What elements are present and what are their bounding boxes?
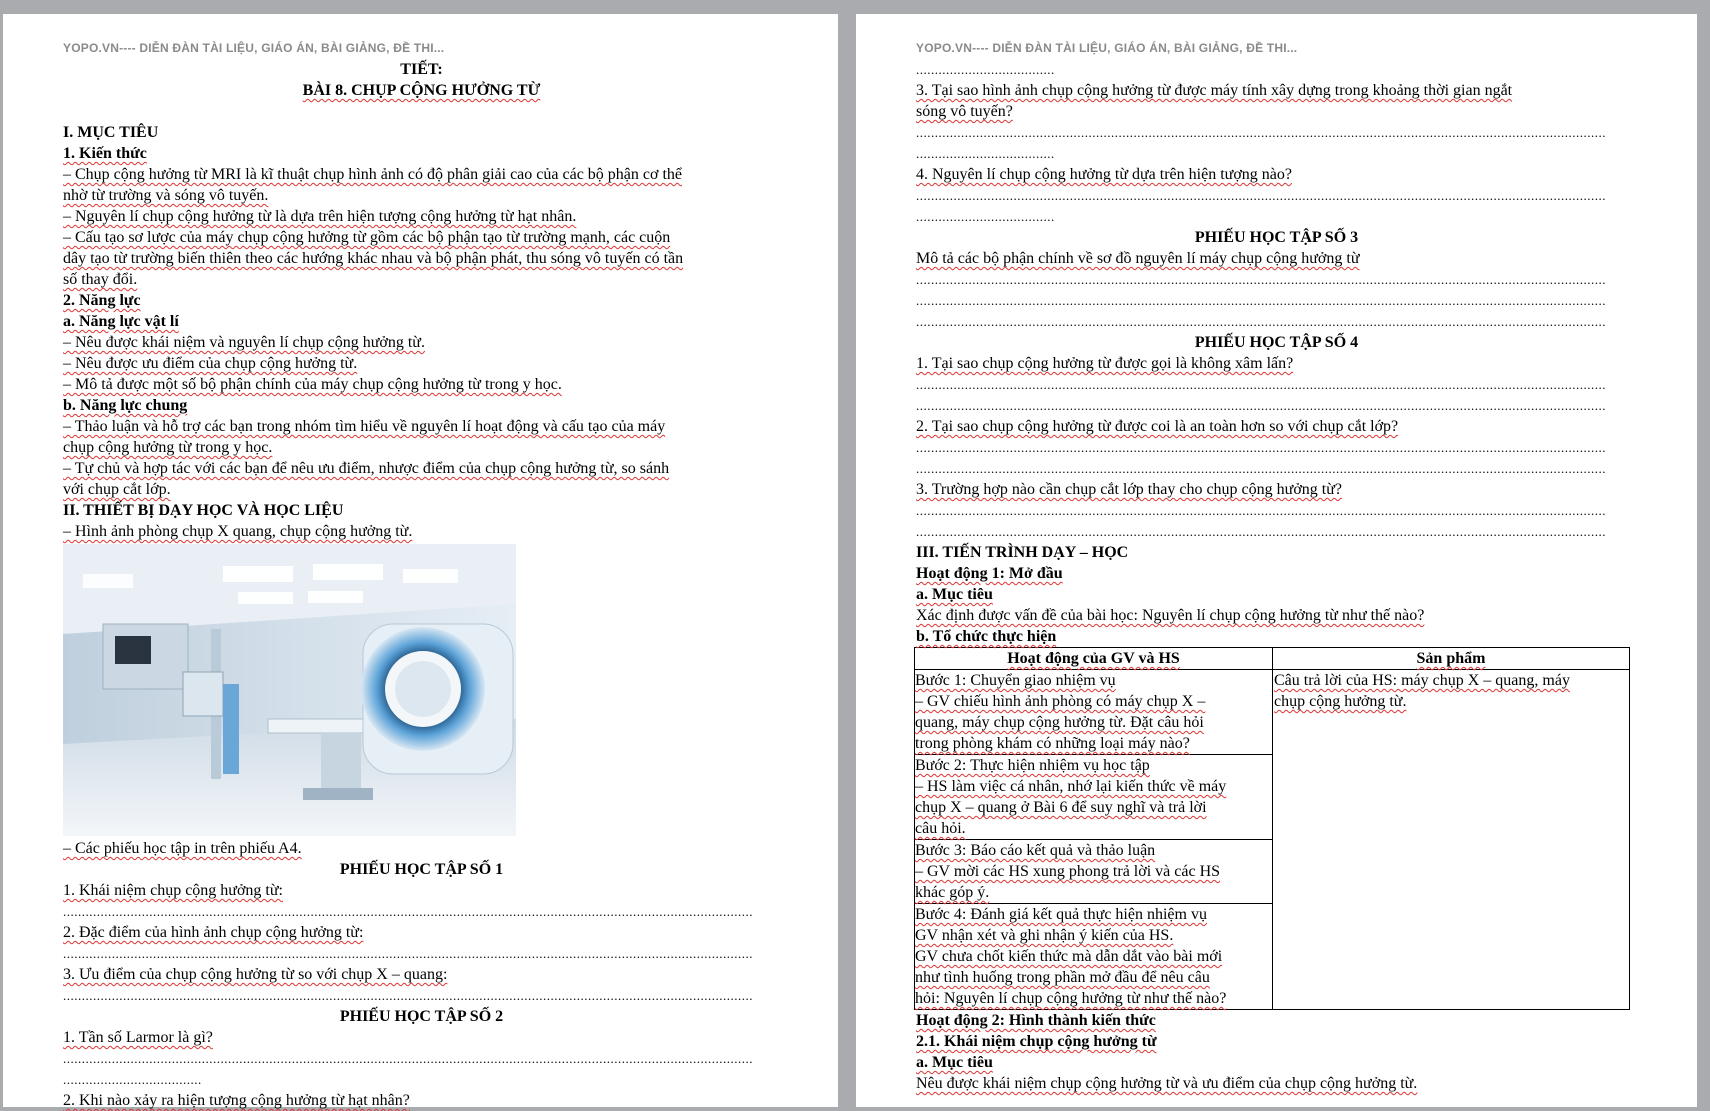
subsection-physics-competence: a. Năng lực vật lí bbox=[63, 313, 179, 330]
step-text: quang, máy chụp cộng hưởng từ. Đặt câu hỏi bbox=[915, 714, 1204, 731]
objective-heading: a. Mục tiêu bbox=[916, 586, 993, 603]
answer-dotted-line: ........................................................................................................................................................................................ bbox=[916, 272, 1606, 287]
answer-dotted-line: ........................................................................................................................................................................................ bbox=[916, 293, 1606, 308]
worksheet-question: 2. Đặc điểm của hình ảnh chụp cộng hưởng từ: bbox=[63, 924, 364, 941]
worksheet-question: 1. Khái niệm chụp cộng hưởng từ: bbox=[63, 882, 283, 899]
worksheet-question: 4. Nguyên lí chụp cộng hưởng từ dựa trên hiện tượng nào? bbox=[916, 166, 1292, 183]
text-line: chụp cộng hưởng từ trong y học. bbox=[63, 439, 273, 456]
text-line: – Cấu tạo sơ lược của máy chụp cộng hưởng từ gồm các bộ phận tạo từ trường mạnh, các cuộn bbox=[63, 229, 671, 246]
worksheet-question: 3. Trường hợp nào cần chụp cắt lớp thay cho chụp cộng hưởng từ? bbox=[916, 481, 1343, 498]
answer-dotted-line: ........................................................................................................................................................................................ bbox=[63, 904, 753, 919]
table-row bbox=[915, 840, 1272, 904]
text-line: – Thảo luận và hỗ trợ các bạn trong nhóm tìm hiểu về nguyên lí hoạt động và cấu tạo của máy bbox=[63, 418, 666, 435]
text-line: – Chụp cộng hưởng từ MRI là kĩ thuật chụp hình ảnh có độ phân giải cao của các bộ phận cơ thể bbox=[63, 166, 682, 183]
table-header-activity: Hoạt động của GV và HS bbox=[915, 648, 1273, 670]
worksheet-4-title: PHIẾU HỌC TẬP SỐ 4 bbox=[1194, 334, 1359, 351]
step-title: Bước 1: Chuyển giao nhiệm vụ bbox=[915, 672, 1116, 689]
text-line: nhờ từ trường và sóng vô tuyến. bbox=[63, 187, 269, 204]
step-text: hỏi: Nguyên lí chụp cộng hưởng từ như thế nào? bbox=[915, 990, 1227, 1007]
step-title: Bước 2: Thực hiện nhiệm vụ học tập bbox=[915, 757, 1150, 774]
product-text: Câu trả lời của HS: máy chụp X – quang, máy bbox=[1274, 672, 1570, 689]
section-teaching-process: III. TIẾN TRÌNH DẠY – HỌC bbox=[916, 544, 1129, 561]
objective-text: Xác định được vấn đề của bài học: Nguyên lí chụp cộng hưởng từ như thế nào? bbox=[916, 607, 1425, 624]
worksheet-question: 1. Tần số Larmor là gì? bbox=[63, 1029, 213, 1046]
answer-dotted-line: ........................................................................................................................................................................................ bbox=[916, 524, 1606, 539]
text-line: – Hình ảnh phòng chụp X quang, chụp cộng hưởng từ. bbox=[63, 523, 413, 540]
table-steps-cell bbox=[915, 670, 1273, 1010]
text-line: dây tạo từ trường biến thiên theo các hướng khác nhau và bộ phận phát, thu sóng vô tuyến có tần bbox=[63, 250, 684, 267]
step-text: trong phòng khám có những loại máy nào? bbox=[915, 735, 1190, 752]
subsection-2-1: 2.1. Khái niệm chụp cộng hưởng từ bbox=[916, 1033, 1157, 1050]
subsection-general-competence: b. Năng lực chung bbox=[63, 397, 188, 414]
worksheet-question: 1. Tại sao chụp cộng hưởng từ được gọi là không xâm lấn? bbox=[916, 355, 1294, 372]
activity-1-title: Hoạt động 1: Mở đầu bbox=[916, 565, 1063, 582]
table-row bbox=[915, 670, 1272, 755]
physics-competence-list bbox=[63, 332, 780, 395]
text-line: – Mô tả được một số bộ phận chính của máy chụp cộng hưởng từ trong y học. bbox=[63, 376, 562, 393]
answer-dotted-line: ........................................................................................................................................................................................ bbox=[916, 125, 1606, 140]
step-text: khác góp ý. bbox=[915, 884, 990, 901]
table-product-cell bbox=[1273, 670, 1630, 1010]
organization-heading: b. Tổ chức thực hiện bbox=[916, 628, 1057, 645]
step-text: – HS làm việc cá nhân, nhớ lại kiến thức về máy bbox=[915, 778, 1227, 795]
answer-dotted-line: ........................................................................................................................................................................................ bbox=[916, 188, 1606, 203]
subsection-competence: 2. Năng lực bbox=[63, 292, 141, 309]
activity-2-title: Hoạt động 2: Hình thành kiến thức bbox=[916, 1012, 1156, 1029]
text-line: – Nêu được ưu điểm của chụp cộng hưởng từ. bbox=[63, 355, 358, 372]
worksheet-question: 2. Tại sao chụp cộng hưởng từ được coi là an toàn hơn so với chụp cắt lớp? bbox=[916, 418, 1399, 435]
answer-dotted-line: ........................................................................................................................................................................................ bbox=[916, 461, 1606, 476]
step-text: – GV mời các HS xung phong trả lời và các HS bbox=[915, 863, 1221, 880]
mri-room-photo bbox=[63, 544, 516, 836]
page-header: YOPO.VN---- DIỄN ĐÀN TÀI LIỆU, GIÁO ÁN, BÀI GIẢNG, ĐỀ THI... bbox=[916, 41, 1298, 55]
answer-dotted-line: ..................................... bbox=[916, 146, 1055, 161]
knowledge-list bbox=[63, 164, 780, 290]
answer-dotted-line: ........................................................................................................................................................................................ bbox=[916, 503, 1606, 518]
worksheet-question: Mô tả các bộ phận chính về sơ đồ nguyên lí máy chụp cộng hưởng từ bbox=[916, 250, 1360, 267]
text-line: – Các phiếu học tập in trên phiếu A4. bbox=[63, 840, 302, 857]
lesson-title: BÀI 8. CHỤP CỘNG HƯỞNG TỪ bbox=[302, 82, 541, 99]
activity-table bbox=[914, 647, 1630, 1010]
step-title: Bước 4: Đánh giá kết quả thực hiện nhiệm vụ bbox=[915, 906, 1207, 923]
mri-room-illustration bbox=[63, 544, 516, 836]
general-competence-list bbox=[63, 416, 780, 500]
text-line: – Nêu được khái niệm và nguyên lí chụp cộng hưởng từ. bbox=[63, 334, 425, 351]
lesson-period: TIẾT: bbox=[400, 61, 443, 78]
worksheet-question: 2. Khi nào xảy ra hiện tượng cộng hưởng từ hạt nhân? bbox=[63, 1092, 410, 1109]
step-title: Bước 3: Báo cáo kết quả và thảo luận bbox=[915, 842, 1156, 859]
answer-dotted-line: ........................................................................................................................................................................................ bbox=[916, 440, 1606, 455]
text-line: với chụp cắt lớp. bbox=[63, 481, 171, 498]
text-line: số thay đổi. bbox=[63, 271, 138, 288]
product-text: chụp cộng hưởng từ. bbox=[1274, 693, 1407, 710]
worksheet-1-title: PHIẾU HỌC TẬP SỐ 1 bbox=[339, 861, 504, 878]
table-header-product: Sản phẩm bbox=[1273, 648, 1630, 670]
step-text: câu hỏi. bbox=[915, 820, 966, 837]
page-header: YOPO.VN---- DIỄN ĐÀN TÀI LIỆU, GIÁO ÁN, BÀI GIẢNG, ĐỀ THI... bbox=[63, 41, 445, 55]
answer-dotted-line: ........................................................................................................................................................................................ bbox=[63, 988, 753, 1003]
objective-heading: a. Mục tiêu bbox=[916, 1054, 993, 1071]
table-row bbox=[915, 755, 1272, 840]
text-line: – Nguyên lí chụp cộng hưởng từ là dựa trên hiện tượng cộng hưởng từ hạt nhân. bbox=[63, 208, 577, 225]
section-equipment: II. THIẾT BỊ DẠY HỌC VÀ HỌC LIỆU bbox=[63, 502, 344, 519]
answer-dotted-line: ........................................................................................................................................................................................ bbox=[63, 1051, 753, 1066]
step-text: chụp X – quang ở Bài 6 để suy nghĩ và trả lời bbox=[915, 799, 1207, 816]
worksheet-question: 3. Tại sao hình ảnh chụp cộng hưởng từ được máy tính xây dựng trong khoảng thời gian ngắt bbox=[916, 82, 1513, 99]
step-text: – GV chiếu hình ảnh phòng có máy chụp X – bbox=[915, 693, 1206, 710]
worksheet-3-title: PHIẾU HỌC TẬP SỐ 3 bbox=[1194, 229, 1359, 246]
answer-dotted-line: ..................................... bbox=[63, 1072, 202, 1087]
document-page-left bbox=[3, 14, 838, 1107]
answer-dotted-line: ..................................... bbox=[916, 62, 1055, 77]
answer-dotted-line: ........................................................................................................................................................................................ bbox=[63, 946, 753, 961]
answer-dotted-line: ........................................................................................................................................................................................ bbox=[916, 314, 1606, 329]
worksheet-question: 3. Ưu điểm của chụp cộng hưởng từ so với chụp X – quang: bbox=[63, 966, 448, 983]
step-text: như tình huống trong phần mở đầu để nêu câu bbox=[915, 969, 1210, 986]
subsection-knowledge: 1. Kiến thức bbox=[63, 145, 147, 162]
answer-dotted-line: ........................................................................................................................................................................................ bbox=[916, 398, 1606, 413]
table-row bbox=[915, 904, 1272, 1009]
step-text: GV nhận xét và ghi nhận ý kiến của HS. bbox=[915, 927, 1174, 944]
step-text: GV chưa chốt kiến thức mà dẫn dắt vào bài mới bbox=[915, 948, 1223, 965]
text-line: – Tự chủ và hợp tác với các bạn để nêu ưu điểm, nhược điểm của chụp cộng hưởng từ, so sánh bbox=[63, 460, 670, 477]
worksheet-question: sóng vô tuyến? bbox=[916, 103, 1013, 120]
answer-dotted-line: ........................................................................................................................................................................................ bbox=[916, 377, 1606, 392]
worksheet-2-title: PHIẾU HỌC TẬP SỐ 2 bbox=[339, 1008, 504, 1025]
section-objectives: I. MỤC TIÊU bbox=[63, 124, 159, 141]
objective-text: Nêu được khái niệm chụp cộng hưởng từ và ưu điểm của chụp cộng hưởng từ. bbox=[916, 1075, 1418, 1092]
document-page-right bbox=[856, 14, 1697, 1107]
answer-dotted-line: ..................................... bbox=[916, 209, 1055, 224]
